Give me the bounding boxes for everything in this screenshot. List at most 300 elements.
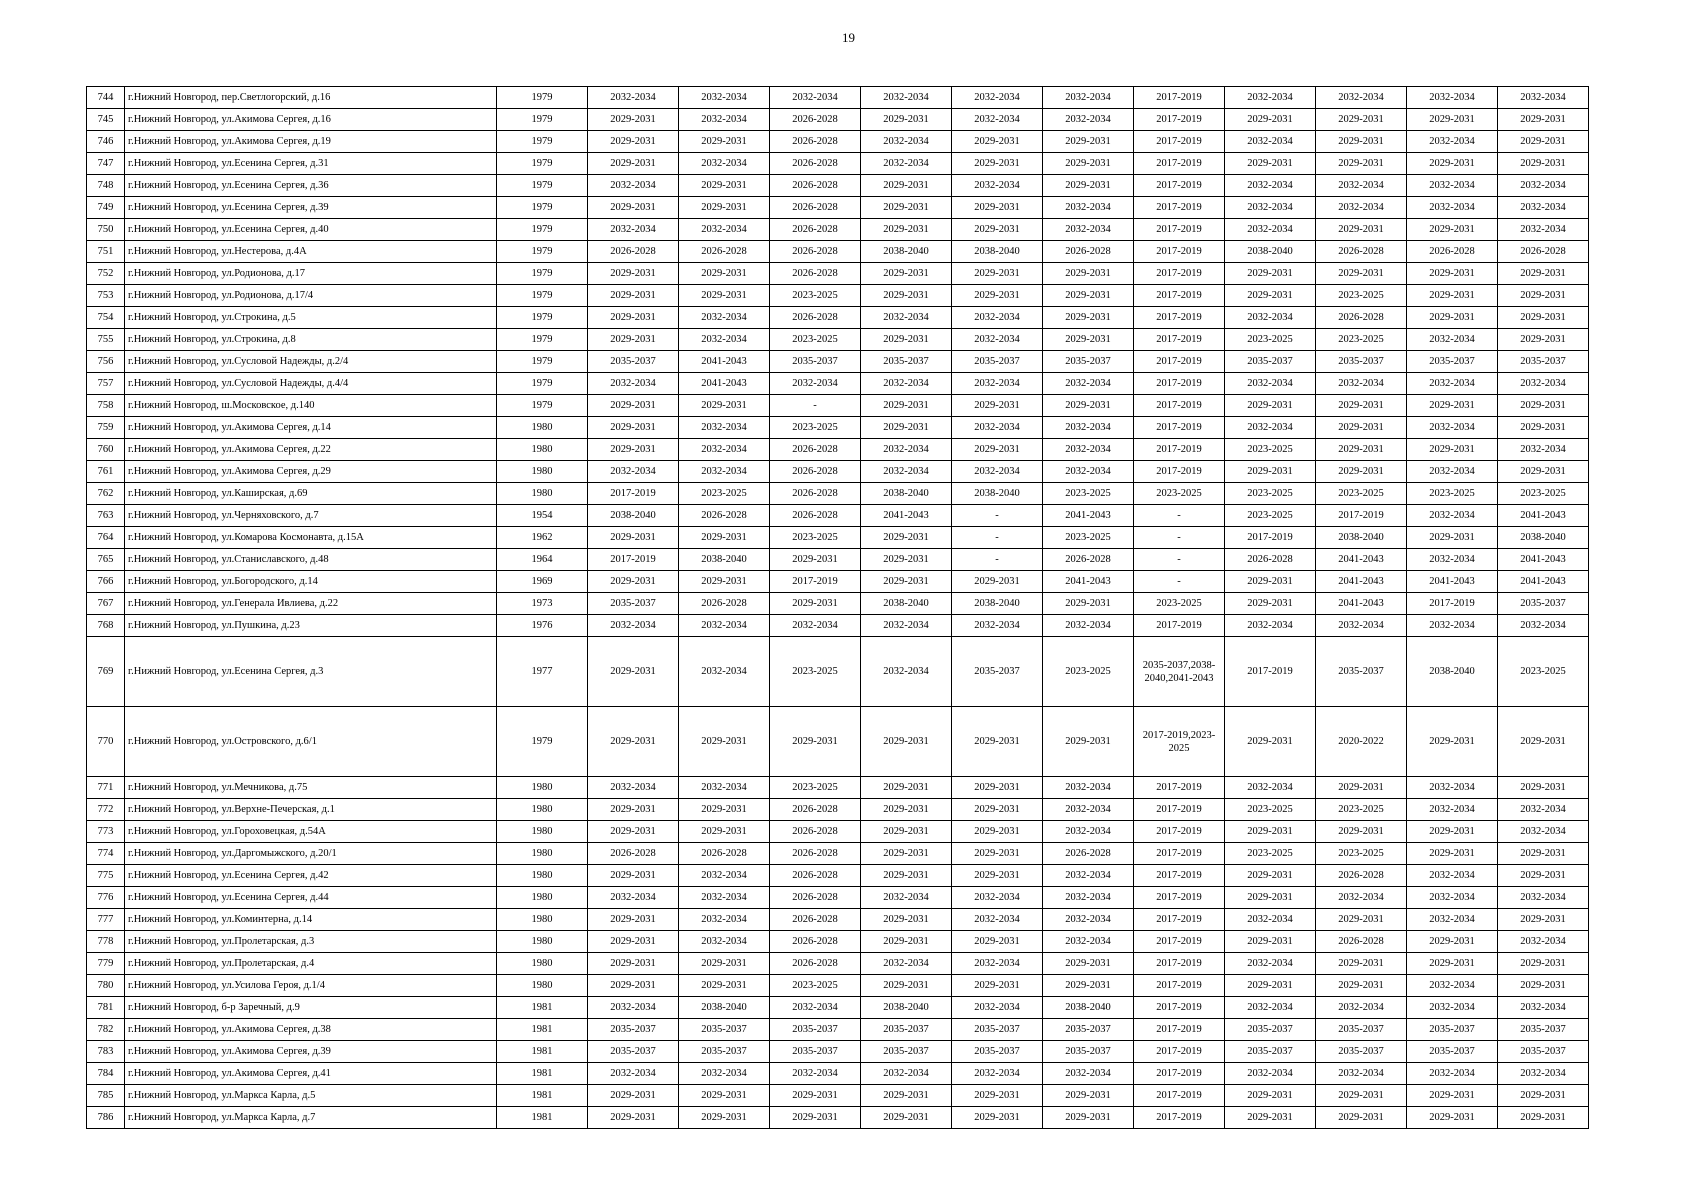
repair-period-cell: 2029-2031 bbox=[679, 263, 770, 285]
repair-period-cell: 2029-2031 bbox=[1316, 153, 1407, 175]
repair-period-cell: 2029-2031 bbox=[1043, 1107, 1134, 1129]
repair-period-cell: 2026-2028 bbox=[588, 843, 679, 865]
repair-period-cell: 2032-2034 bbox=[1498, 175, 1589, 197]
repair-period-cell: 2029-2031 bbox=[1498, 843, 1589, 865]
repair-period-cell: 2017-2019 bbox=[588, 549, 679, 571]
repair-period-cell: 2026-2028 bbox=[679, 593, 770, 615]
repair-period-cell: 2029-2031 bbox=[952, 197, 1043, 219]
repair-period-cell: 2041-2043 bbox=[1498, 505, 1589, 527]
table-row bbox=[87, 975, 1589, 997]
table-row bbox=[87, 351, 1589, 373]
repair-period-cell: 2029-2031 bbox=[1316, 821, 1407, 843]
repair-period-cell: 2032-2034 bbox=[952, 953, 1043, 975]
repair-period-cell: 2032-2034 bbox=[861, 615, 952, 637]
repair-period-cell: 2032-2034 bbox=[679, 637, 770, 707]
year-built-cell: 1976 bbox=[497, 615, 588, 637]
repair-period-cell: 2029-2031 bbox=[588, 865, 679, 887]
repair-period-cell: 2026-2028 bbox=[770, 461, 861, 483]
row-number-cell: 776 bbox=[87, 887, 125, 909]
year-built-cell: 1980 bbox=[497, 417, 588, 439]
repair-period-cell: 2023-2025 bbox=[1225, 329, 1316, 351]
repair-period-cell: 2038-2040 bbox=[952, 593, 1043, 615]
address-cell: г.Нижний Новгород, ул.Генерала Ивлиева, д.22 bbox=[125, 593, 497, 615]
address-cell: г.Нижний Новгород, ш.Московское, д.140 bbox=[125, 395, 497, 417]
repair-period-cell: 2032-2034 bbox=[1043, 373, 1134, 395]
year-built-cell: 1954 bbox=[497, 505, 588, 527]
repair-period-cell: 2029-2031 bbox=[1407, 395, 1498, 417]
row-number-cell: 764 bbox=[87, 527, 125, 549]
repair-period-cell: 2017-2019 bbox=[1134, 615, 1225, 637]
repair-period-cell: 2029-2031 bbox=[1498, 395, 1589, 417]
repair-period-cell: 2029-2031 bbox=[1225, 821, 1316, 843]
repair-period-cell: 2035-2037 bbox=[1225, 1019, 1316, 1041]
address-cell: г.Нижний Новгород, ул.Акимова Сергея, д.39 bbox=[125, 1041, 497, 1063]
repair-period-cell: 2017-2019 bbox=[1134, 777, 1225, 799]
repair-period-cell: 2026-2028 bbox=[1316, 307, 1407, 329]
repair-period-cell: 2038-2040 bbox=[861, 997, 952, 1019]
repair-period-cell: 2029-2031 bbox=[1225, 931, 1316, 953]
repair-period-cell: 2035-2037 bbox=[1316, 637, 1407, 707]
repair-period-cell: 2029-2031 bbox=[1407, 707, 1498, 777]
repair-period-cell: 2029-2031 bbox=[1407, 821, 1498, 843]
row-number-cell: 746 bbox=[87, 131, 125, 153]
repair-period-cell: 2017-2019 bbox=[1134, 887, 1225, 909]
table-row bbox=[87, 953, 1589, 975]
row-number-cell: 748 bbox=[87, 175, 125, 197]
repair-period-cell: 2026-2028 bbox=[770, 307, 861, 329]
table-row bbox=[87, 307, 1589, 329]
repair-period-cell: 2029-2031 bbox=[1225, 1107, 1316, 1129]
repair-period-cell: 2032-2034 bbox=[861, 461, 952, 483]
year-built-cell: 1979 bbox=[497, 197, 588, 219]
repair-period-cell: 2017-2019 bbox=[1134, 821, 1225, 843]
year-built-cell: 1964 bbox=[497, 549, 588, 571]
repair-period-cell: 2032-2034 bbox=[952, 87, 1043, 109]
year-built-cell: 1981 bbox=[497, 1107, 588, 1129]
year-built-cell: 1980 bbox=[497, 461, 588, 483]
repair-period-cell: 2035-2037 bbox=[1407, 1019, 1498, 1041]
repair-period-cell: 2017-2019 bbox=[1134, 909, 1225, 931]
repair-period-cell: 2032-2034 bbox=[861, 307, 952, 329]
repair-period-cell: 2017-2019 bbox=[1134, 1085, 1225, 1107]
repair-period-cell: 2023-2025 bbox=[1316, 329, 1407, 351]
repair-period-cell: 2023-2025 bbox=[1316, 799, 1407, 821]
repair-period-cell: 2029-2031 bbox=[588, 975, 679, 997]
table-row bbox=[87, 197, 1589, 219]
repair-period-cell: 2023-2025 bbox=[1043, 483, 1134, 505]
repair-period-cell: 2032-2034 bbox=[952, 461, 1043, 483]
repair-period-cell: 2029-2031 bbox=[1498, 461, 1589, 483]
repair-period-cell: 2035-2037 bbox=[1225, 1041, 1316, 1063]
table-row bbox=[87, 777, 1589, 799]
repair-period-cell: 2032-2034 bbox=[1407, 505, 1498, 527]
repair-period-cell: 2029-2031 bbox=[1407, 931, 1498, 953]
repair-period-cell: 2029-2031 bbox=[1407, 439, 1498, 461]
address-cell: г.Нижний Новгород, ул.Черняховского, д.7 bbox=[125, 505, 497, 527]
repair-period-cell: 2032-2034 bbox=[1316, 197, 1407, 219]
repair-period-cell: 2029-2031 bbox=[861, 777, 952, 799]
repair-period-cell: 2026-2028 bbox=[770, 799, 861, 821]
repair-period-cell: 2032-2034 bbox=[861, 439, 952, 461]
repair-period-cell: 2038-2040 bbox=[1498, 527, 1589, 549]
repair-period-cell: 2029-2031 bbox=[861, 395, 952, 417]
repair-period-cell: 2029-2031 bbox=[1316, 953, 1407, 975]
repair-period-cell: 2017-2019 bbox=[1134, 263, 1225, 285]
repair-period-cell: 2032-2034 bbox=[952, 909, 1043, 931]
repair-period-cell: 2032-2034 bbox=[1225, 997, 1316, 1019]
repair-period-cell: 2032-2034 bbox=[1316, 887, 1407, 909]
repair-period-cell: 2026-2028 bbox=[1498, 241, 1589, 263]
repair-period-cell: 2032-2034 bbox=[1043, 197, 1134, 219]
repair-period-cell: 2029-2031 bbox=[1225, 153, 1316, 175]
repair-period-cell: 2038-2040 bbox=[861, 241, 952, 263]
address-cell: г.Нижний Новгород, ул.Гороховецкая, д.54А bbox=[125, 821, 497, 843]
repair-period-cell: 2023-2025 bbox=[679, 483, 770, 505]
repair-period-cell: 2032-2034 bbox=[1498, 219, 1589, 241]
repair-period-cell: 2029-2031 bbox=[1407, 307, 1498, 329]
repair-period-cell: 2029-2031 bbox=[861, 909, 952, 931]
repair-period-cell: 2032-2034 bbox=[1407, 417, 1498, 439]
repair-period-cell: 2035-2037 bbox=[861, 351, 952, 373]
row-number-cell: 744 bbox=[87, 87, 125, 109]
repair-period-cell: 2029-2031 bbox=[952, 285, 1043, 307]
table-row bbox=[87, 153, 1589, 175]
repair-period-cell: 2035-2037 bbox=[1043, 351, 1134, 373]
repair-period-cell: 2026-2028 bbox=[1043, 241, 1134, 263]
repair-period-cell: 2029-2031 bbox=[1316, 395, 1407, 417]
repair-period-cell: 2017-2019 bbox=[1134, 1041, 1225, 1063]
row-number-cell: 770 bbox=[87, 707, 125, 777]
repair-period-cell: 2017-2019 bbox=[1134, 1107, 1225, 1129]
repair-period-cell: 2017-2019 bbox=[1134, 285, 1225, 307]
repair-period-cell: 2032-2034 bbox=[679, 87, 770, 109]
repair-period-cell: 2032-2034 bbox=[588, 373, 679, 395]
repair-period-cell: 2029-2031 bbox=[1316, 219, 1407, 241]
year-built-cell: 1979 bbox=[497, 373, 588, 395]
year-built-cell: 1981 bbox=[497, 1063, 588, 1085]
repair-period-cell: 2032-2034 bbox=[1407, 997, 1498, 1019]
repair-period-cell: 2041-2043 bbox=[1498, 571, 1589, 593]
repair-period-cell: 2035-2037 bbox=[679, 1041, 770, 1063]
year-built-cell: 1979 bbox=[497, 263, 588, 285]
repair-period-cell: 2032-2034 bbox=[1407, 175, 1498, 197]
repair-period-cell: 2032-2034 bbox=[952, 417, 1043, 439]
address-cell: г.Нижний Новгород, ул.Маркса Карла, д.7 bbox=[125, 1107, 497, 1129]
row-number-cell: 758 bbox=[87, 395, 125, 417]
repair-period-cell: 2029-2031 bbox=[1498, 707, 1589, 777]
repair-period-cell: 2029-2031 bbox=[1316, 131, 1407, 153]
repair-period-cell: 2035-2037 bbox=[1043, 1041, 1134, 1063]
repair-period-cell: 2032-2034 bbox=[1407, 461, 1498, 483]
repair-period-cell: 2029-2031 bbox=[679, 821, 770, 843]
repair-period-cell: 2017-2019 bbox=[1134, 461, 1225, 483]
page-number: 19 bbox=[842, 30, 855, 45]
address-cell: г.Нижний Новгород, ул.Есенина Сергея, д.42 bbox=[125, 865, 497, 887]
row-number-cell: 773 bbox=[87, 821, 125, 843]
table-row bbox=[87, 527, 1589, 549]
repair-period-cell: 2032-2034 bbox=[952, 175, 1043, 197]
address-cell: г.Нижний Новгород, ул.Станиславского, д.48 bbox=[125, 549, 497, 571]
repair-period-cell: 2017-2019 bbox=[1134, 799, 1225, 821]
repair-period-cell: 2029-2031 bbox=[861, 175, 952, 197]
repair-period-cell: 2029-2031 bbox=[679, 707, 770, 777]
address-cell: г.Нижний Новгород, ул.Богородского, д.14 bbox=[125, 571, 497, 593]
repair-period-cell: 2032-2034 bbox=[861, 953, 952, 975]
repair-period-cell: 2032-2034 bbox=[1407, 799, 1498, 821]
repair-period-cell: 2032-2034 bbox=[770, 997, 861, 1019]
repair-period-cell: 2029-2031 bbox=[1498, 109, 1589, 131]
repair-period-cell: 2017-2019 bbox=[1134, 931, 1225, 953]
address-cell: г.Нижний Новгород, ул.Есенина Сергея, д.44 bbox=[125, 887, 497, 909]
repair-period-cell: 2029-2031 bbox=[861, 219, 952, 241]
table-row bbox=[87, 637, 1589, 707]
year-built-cell: 1979 bbox=[497, 241, 588, 263]
repair-period-cell: 2032-2034 bbox=[679, 153, 770, 175]
repair-period-cell: 2029-2031 bbox=[1225, 593, 1316, 615]
repair-period-cell: 2026-2028 bbox=[770, 931, 861, 953]
repair-period-cell: 2029-2031 bbox=[1225, 571, 1316, 593]
repair-period-cell: 2029-2031 bbox=[1498, 953, 1589, 975]
repair-period-cell: 2032-2034 bbox=[1225, 777, 1316, 799]
repair-period-cell: 2032-2034 bbox=[952, 997, 1043, 1019]
repair-period-cell: 2017-2019 bbox=[1134, 865, 1225, 887]
row-number-cell: 775 bbox=[87, 865, 125, 887]
repair-period-cell: 2032-2034 bbox=[1498, 887, 1589, 909]
repair-period-cell: 2029-2031 bbox=[1498, 329, 1589, 351]
repair-period-cell: 2032-2034 bbox=[679, 329, 770, 351]
repair-period-cell: 2029-2031 bbox=[952, 843, 1043, 865]
repair-period-cell: 2032-2034 bbox=[1316, 175, 1407, 197]
repair-period-cell: 2029-2031 bbox=[588, 131, 679, 153]
year-built-cell: 1980 bbox=[497, 799, 588, 821]
repair-period-cell: 2032-2034 bbox=[952, 307, 1043, 329]
repair-period-cell: 2029-2031 bbox=[1225, 707, 1316, 777]
repair-period-cell: 2032-2034 bbox=[1043, 1063, 1134, 1085]
address-cell: г.Нижний Новгород, ул.Строкина, д.8 bbox=[125, 329, 497, 351]
row-number-cell: 785 bbox=[87, 1085, 125, 1107]
repair-period-cell: - bbox=[1134, 505, 1225, 527]
repair-period-cell: 2017-2019 bbox=[1134, 241, 1225, 263]
repair-period-cell: 2032-2034 bbox=[1498, 799, 1589, 821]
repair-period-cell: 2029-2031 bbox=[679, 131, 770, 153]
repair-period-cell: 2035-2037 bbox=[1498, 1041, 1589, 1063]
repair-period-cell: 2026-2028 bbox=[679, 843, 770, 865]
repair-period-cell: 2029-2031 bbox=[861, 285, 952, 307]
repair-period-cell: 2029-2031 bbox=[1225, 887, 1316, 909]
repair-period-cell: 2017-2019 bbox=[1134, 351, 1225, 373]
address-cell: г.Нижний Новгород, ул.Даргомыжского, д.20/1 bbox=[125, 843, 497, 865]
repair-period-cell: 2035-2037 bbox=[1498, 593, 1589, 615]
repair-period-cell: 2029-2031 bbox=[588, 395, 679, 417]
repair-period-cell: 2032-2034 bbox=[679, 931, 770, 953]
address-cell: г.Нижний Новгород, ул.Акимова Сергея, д.22 bbox=[125, 439, 497, 461]
year-built-cell: 1979 bbox=[497, 329, 588, 351]
repair-period-cell: 2017-2019 bbox=[1134, 153, 1225, 175]
repair-period-cell: 2035-2037 bbox=[770, 1041, 861, 1063]
repair-period-cell: 2035-2037 bbox=[1316, 351, 1407, 373]
table-row bbox=[87, 615, 1589, 637]
row-number-cell: 745 bbox=[87, 109, 125, 131]
repair-period-cell: 2035-2037 bbox=[952, 1019, 1043, 1041]
repair-period-cell: 2020-2022 bbox=[1316, 707, 1407, 777]
repair-period-cell: 2032-2034 bbox=[770, 373, 861, 395]
repair-period-cell: 2029-2031 bbox=[1043, 285, 1134, 307]
repair-period-cell: 2029-2031 bbox=[952, 931, 1043, 953]
repair-period-cell: 2032-2034 bbox=[1043, 417, 1134, 439]
repair-period-cell: 2032-2034 bbox=[861, 131, 952, 153]
repair-period-cell: 2023-2025 bbox=[1043, 637, 1134, 707]
row-number-cell: 756 bbox=[87, 351, 125, 373]
repair-period-cell: 2029-2031 bbox=[588, 153, 679, 175]
repair-period-cell: 2029-2031 bbox=[1043, 329, 1134, 351]
table-row bbox=[87, 329, 1589, 351]
repair-period-cell: 2032-2034 bbox=[588, 175, 679, 197]
repair-period-cell: 2032-2034 bbox=[1407, 909, 1498, 931]
repair-period-cell: 2032-2034 bbox=[1407, 1063, 1498, 1085]
year-built-cell: 1980 bbox=[497, 439, 588, 461]
repair-period-cell: 2029-2031 bbox=[861, 975, 952, 997]
repair-period-cell: 2032-2034 bbox=[861, 153, 952, 175]
repair-period-cell: 2026-2028 bbox=[1043, 843, 1134, 865]
address-cell: г.Нижний Новгород, ул.Пролетарская, д.3 bbox=[125, 931, 497, 953]
repair-period-cell: - bbox=[1134, 527, 1225, 549]
year-built-cell: 1980 bbox=[497, 483, 588, 505]
row-number-cell: 780 bbox=[87, 975, 125, 997]
row-number-cell: 777 bbox=[87, 909, 125, 931]
year-built-cell: 1979 bbox=[497, 219, 588, 241]
repair-period-cell: 2029-2031 bbox=[588, 1085, 679, 1107]
row-number-cell: 757 bbox=[87, 373, 125, 395]
repair-period-cell: 2029-2031 bbox=[588, 109, 679, 131]
repair-period-cell: 2032-2034 bbox=[1407, 197, 1498, 219]
table-row bbox=[87, 395, 1589, 417]
table-row bbox=[87, 1085, 1589, 1107]
address-cell: г.Нижний Новгород, ул.Есенина Сергея, д.39 bbox=[125, 197, 497, 219]
repair-period-cell: 2026-2028 bbox=[770, 175, 861, 197]
repair-period-cell: 2029-2031 bbox=[1498, 131, 1589, 153]
repair-period-cell: 2029-2031 bbox=[588, 307, 679, 329]
repair-period-cell: 2029-2031 bbox=[1043, 593, 1134, 615]
repair-period-cell: 2032-2034 bbox=[861, 373, 952, 395]
repair-period-cell: 2029-2031 bbox=[1498, 1107, 1589, 1129]
repair-period-cell: 2029-2031 bbox=[588, 821, 679, 843]
table-row bbox=[87, 593, 1589, 615]
row-number-cell: 781 bbox=[87, 997, 125, 1019]
repair-period-cell: 2032-2034 bbox=[1498, 615, 1589, 637]
year-built-cell: 1979 bbox=[497, 285, 588, 307]
repair-period-cell: 2035-2037 bbox=[1316, 1019, 1407, 1041]
address-cell: г.Нижний Новгород, ул.Пролетарская, д.4 bbox=[125, 953, 497, 975]
repair-period-cell: 2029-2031 bbox=[1316, 1107, 1407, 1129]
repair-period-cell: 2017-2019 bbox=[588, 483, 679, 505]
row-number-cell: 752 bbox=[87, 263, 125, 285]
repair-period-cell: 2032-2034 bbox=[1043, 87, 1134, 109]
table-row bbox=[87, 1041, 1589, 1063]
repair-period-cell: 2032-2034 bbox=[1498, 87, 1589, 109]
repair-period-cell: 2023-2025 bbox=[1134, 483, 1225, 505]
repair-period-cell: 2029-2031 bbox=[588, 329, 679, 351]
repair-period-cell: 2023-2025 bbox=[1407, 483, 1498, 505]
repair-period-cell: 2026-2028 bbox=[679, 505, 770, 527]
repair-period-cell: 2032-2034 bbox=[1316, 615, 1407, 637]
repair-period-cell: 2023-2025 bbox=[1134, 593, 1225, 615]
repair-period-cell: 2026-2028 bbox=[1225, 549, 1316, 571]
year-built-cell: 1977 bbox=[497, 637, 588, 707]
repair-period-cell: 2029-2031 bbox=[1225, 263, 1316, 285]
year-built-cell: 1980 bbox=[497, 843, 588, 865]
year-built-cell: 1979 bbox=[497, 131, 588, 153]
table-row bbox=[87, 219, 1589, 241]
repair-period-cell: 2032-2034 bbox=[1043, 821, 1134, 843]
year-built-cell: 1969 bbox=[497, 571, 588, 593]
repair-period-cell: 2029-2031 bbox=[861, 843, 952, 865]
repair-period-cell: 2032-2034 bbox=[588, 777, 679, 799]
table-row bbox=[87, 87, 1589, 109]
repair-period-cell: 2032-2034 bbox=[588, 87, 679, 109]
year-built-cell: 1980 bbox=[497, 931, 588, 953]
repair-period-cell: 2029-2031 bbox=[679, 395, 770, 417]
repair-period-cell: 2029-2031 bbox=[861, 527, 952, 549]
repair-period-cell: 2032-2034 bbox=[1225, 1063, 1316, 1085]
repair-period-cell: 2029-2031 bbox=[952, 799, 1043, 821]
repair-period-cell: 2035-2037 bbox=[1043, 1019, 1134, 1041]
repair-period-cell: 2032-2034 bbox=[1316, 373, 1407, 395]
repair-period-cell: 2038-2040 bbox=[952, 483, 1043, 505]
year-built-cell: 1980 bbox=[497, 909, 588, 931]
repair-period-cell: 2032-2034 bbox=[679, 307, 770, 329]
repair-period-cell: 2023-2025 bbox=[770, 777, 861, 799]
repair-period-cell: 2035-2037 bbox=[861, 1019, 952, 1041]
repair-period-cell: 2029-2031 bbox=[952, 395, 1043, 417]
repair-period-cell: 2032-2034 bbox=[1498, 373, 1589, 395]
row-number-cell: 761 bbox=[87, 461, 125, 483]
repair-period-cell: 2026-2028 bbox=[770, 241, 861, 263]
repair-period-cell: 2032-2034 bbox=[952, 1063, 1043, 1085]
repair-period-cell: 2032-2034 bbox=[1043, 461, 1134, 483]
repair-period-cell: 2032-2034 bbox=[770, 615, 861, 637]
year-built-cell: 1979 bbox=[497, 153, 588, 175]
table-row bbox=[87, 439, 1589, 461]
repair-period-cell: 2032-2034 bbox=[679, 439, 770, 461]
repair-period-cell: 2029-2031 bbox=[679, 799, 770, 821]
row-number-cell: 749 bbox=[87, 197, 125, 219]
repair-period-cell: 2029-2031 bbox=[770, 549, 861, 571]
year-built-cell: 1979 bbox=[497, 109, 588, 131]
repair-period-cell: 2026-2028 bbox=[588, 241, 679, 263]
repair-period-cell: 2038-2040 bbox=[679, 549, 770, 571]
row-number-cell: 786 bbox=[87, 1107, 125, 1129]
repair-period-cell: 2029-2031 bbox=[588, 571, 679, 593]
row-number-cell: 750 bbox=[87, 219, 125, 241]
repair-period-cell: 2029-2031 bbox=[1498, 975, 1589, 997]
repair-period-cell: 2032-2034 bbox=[588, 461, 679, 483]
repair-period-cell: 2029-2031 bbox=[1225, 461, 1316, 483]
repair-period-cell: 2038-2040 bbox=[952, 241, 1043, 263]
repair-period-cell: 2032-2034 bbox=[1225, 373, 1316, 395]
repair-period-cell: 2023-2025 bbox=[1225, 483, 1316, 505]
repair-period-cell: 2029-2031 bbox=[1225, 1085, 1316, 1107]
repair-period-cell: 2029-2031 bbox=[770, 1107, 861, 1129]
repair-period-cell: 2026-2028 bbox=[770, 865, 861, 887]
repair-period-cell: 2026-2028 bbox=[1316, 865, 1407, 887]
repair-period-cell: 2032-2034 bbox=[588, 1063, 679, 1085]
address-cell: г.Нижний Новгород, ул.Родионова, д.17 bbox=[125, 263, 497, 285]
repair-period-cell: 2029-2031 bbox=[588, 1107, 679, 1129]
table-row bbox=[87, 175, 1589, 197]
repair-period-cell: 2029-2031 bbox=[588, 285, 679, 307]
table-row bbox=[87, 373, 1589, 395]
address-cell: г.Нижний Новгород, ул.Усилова Героя, д.1/4 bbox=[125, 975, 497, 997]
